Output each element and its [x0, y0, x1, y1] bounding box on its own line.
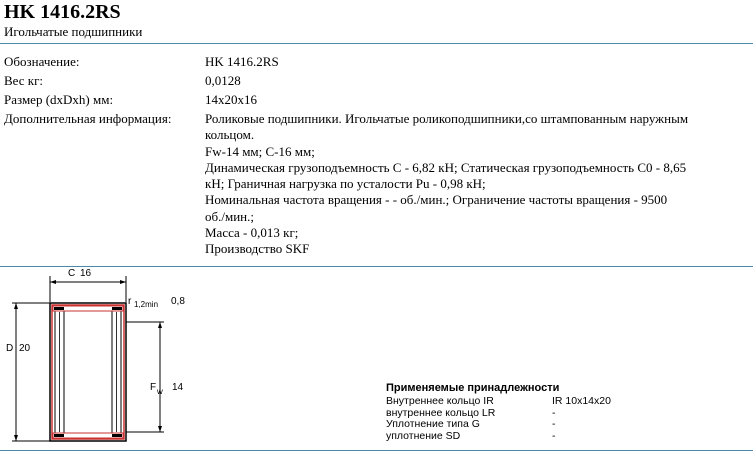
info-line: кН; Граничная нагрузка по усталости Pu - 0,98 кН;: [205, 176, 486, 192]
spec-value-size: 14x20x16: [205, 92, 257, 107]
spec-label-additional-info: Дополнительная информация:: [4, 111, 172, 126]
info-line: Масса - 0,013 кг;: [205, 225, 299, 241]
bottom-divider: [0, 450, 753, 451]
r-dimension-value: 0,8: [171, 296, 185, 307]
accessories-title: Применяемые принадлежности: [386, 382, 560, 394]
info-line: кольцом.: [205, 127, 255, 143]
spec-value-weight: 0,0128: [205, 73, 241, 88]
info-line: Номинальная частота вращения - - об./мин.; Ограничение частоты вращения - 9500: [205, 192, 668, 208]
c-dimension-label: C: [68, 268, 76, 279]
accessory-value: -: [552, 418, 556, 430]
r-dimension-label: r: [128, 296, 132, 307]
accessory-value: -: [552, 406, 556, 419]
spec-value-designation: HK 1416.2RS: [205, 54, 279, 69]
bearing-drawing: [0, 266, 200, 446]
fw-dimension-label: F: [150, 382, 157, 393]
d-dimension-value: 20: [19, 343, 31, 354]
spec-label-weight: Вес кг:: [4, 73, 44, 88]
page-subtitle: Игольчатые подшипники: [4, 24, 143, 39]
accessory-value: IR 10x14x20: [552, 395, 611, 407]
spec-label-designation: Обозначение:: [4, 54, 80, 69]
page-title: HK 1416.2RS: [4, 1, 121, 23]
accessory-name: внутреннее кольцо LR: [386, 406, 496, 419]
accessory-name: уплотнение SD: [386, 429, 461, 442]
r-dimension-subscript: 1,2min: [134, 300, 159, 309]
info-line: Роликовые подшипники. Игольчатые роликоподшипники,со штампованным наружным: [205, 111, 689, 126]
accessory-name: Внутреннее кольцо IR: [386, 395, 494, 407]
accessory-name: Уплотнение типа G: [386, 418, 480, 430]
additional-info-text: [205, 111, 725, 258]
info-line: Производство SKF: [205, 241, 310, 257]
header-divider: [0, 43, 753, 44]
fw-dimension-subscript: w: [157, 387, 163, 396]
spec-label-size: Размер (dxDxh) мм:: [4, 92, 114, 107]
fw-dimension-value: 14: [172, 382, 184, 393]
d-dimension-label: D: [6, 343, 14, 354]
info-line: Динамическая грузоподъемность C - 6,82 кН; Статическая грузоподъемность C0 - 8,65: [205, 159, 687, 175]
info-line: Fw-14 мм; C-16 мм;: [205, 143, 315, 159]
c-dimension-value: 16: [80, 268, 92, 279]
info-line: об./мин.;: [205, 208, 254, 224]
accessory-value: -: [552, 429, 556, 442]
